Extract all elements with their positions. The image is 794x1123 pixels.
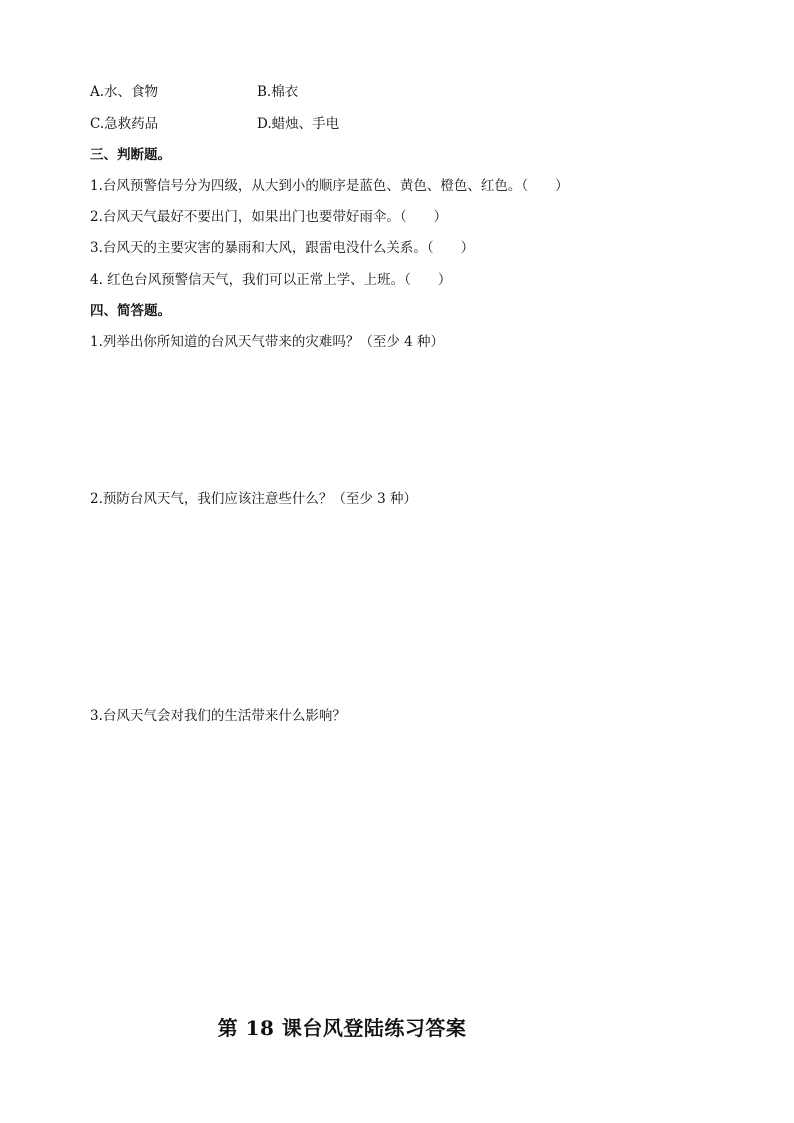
option-c: C.急救药品 — [90, 116, 159, 132]
true-false-item-1: 1.台风预警信号分为四级，从大到小的顺序是蓝色、黄色、橙色、红色。（ ） — [90, 178, 569, 194]
true-false-item-2: 2.台风天气最好不要出门，如果出门也要带好雨伞。（ ） — [90, 209, 448, 225]
true-false-item-3: 3.台风天的主要灾害的暴雨和大风，跟雷电没什么关系。（ ） — [90, 240, 475, 256]
section-heading-short-answer: 四、简答题。 — [90, 303, 171, 319]
answer-title: 第 18 课台风登陆练习答案 — [217, 1016, 467, 1040]
option-b: B.棉衣 — [257, 84, 299, 100]
short-answer-question-2: 2.预防台风天气，我们应该注意些什么？（至少 3 种） — [90, 491, 418, 507]
short-answer-question-3: 3.台风天气会对我们的生活带来什么影响？ — [90, 708, 346, 724]
section-heading-true-false: 三、判断题。 — [90, 147, 171, 163]
option-d: D.蜡烛、手电 — [257, 116, 340, 132]
option-a: A.水、食物 — [90, 84, 159, 100]
true-false-item-4: 4. 红色台风预警信天气，我们可以正常上学、上班。（ ） — [90, 272, 452, 288]
short-answer-question-1: 1.列举出你所知道的台风天气带来的灾难吗？（至少 4 种） — [90, 334, 445, 350]
